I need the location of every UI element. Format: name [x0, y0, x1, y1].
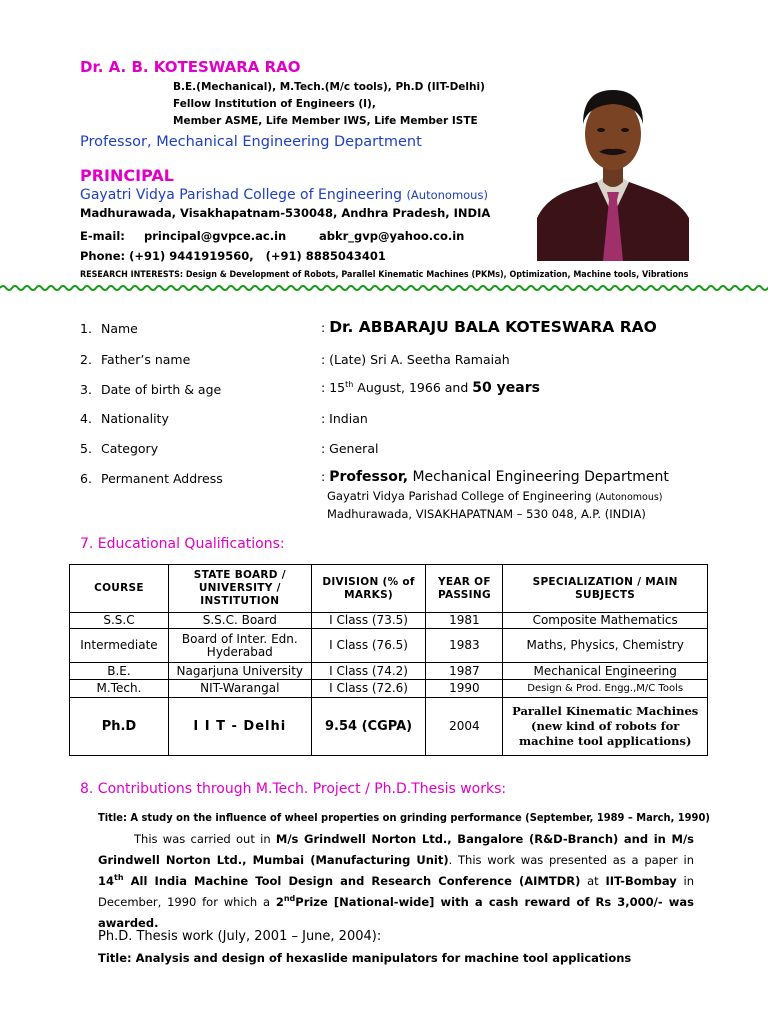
para-sup: th [114, 873, 124, 883]
value-nationality: : Indian [321, 411, 368, 426]
cell-year: 1987 [426, 663, 503, 680]
personal-row-dob [0, 382, 300, 398]
qualification-line-1: B.E.(Mechanical), M.Tech.(M/c tools), Ph.D (IIT-Delhi) [173, 81, 485, 93]
cell-course: S.S.C [70, 613, 169, 629]
profile-photo [537, 68, 689, 261]
personal-row-category [0, 441, 300, 457]
para-text: This was carried out in [134, 832, 276, 846]
value-address-line3: Madhurawada, VISAKHAPATNAM – 530 048, A.P. (INDIA) [327, 507, 646, 521]
cell-spec: Composite Mathematics [503, 613, 708, 629]
row-number: 6. [80, 471, 92, 486]
value-category: : General [321, 441, 379, 456]
cell-year: 1990 [426, 680, 503, 698]
row-number: 5. [80, 441, 92, 456]
qualification-line-3: Member ASME, Life Member IWS, Life Member ISTE [173, 115, 478, 127]
para-company: M/s Grindwell Norton Ltd., Bangalore (R&D-Branch) and in M/s Grindwell Norton Ltd., Mumbai (Manufacturing Unit) [98, 832, 694, 867]
para-text: in December, 1990 for which a [98, 874, 694, 909]
cell-course: B.E. [70, 663, 169, 680]
table-row [70, 629, 708, 663]
cell-spec: Design & Prod. Engg.,M/C Tools [503, 680, 708, 698]
research-interests: RESEARCH INTERESTS: Design & Development of Robots, Parallel Kinematic Machines (PKMs), Optimization, Machine tools, Vibrations [80, 270, 689, 280]
row-label: Father’s name [101, 352, 191, 367]
value-address-line2 [327, 489, 663, 503]
cell-board: NIT-Warangal [168, 680, 311, 698]
age: 50 years [472, 380, 540, 396]
cell-division: I Class (72.6) [311, 680, 426, 698]
header-year: YEAR OF PASSING [426, 565, 503, 613]
phd-title: Title: Analysis and design of hexaslide manipulators for machine tool applications [98, 951, 632, 965]
value-dob: : 15th August, 1966 and 50 years [321, 379, 540, 396]
personal-row-nationality [0, 411, 300, 427]
dob-sup: th [345, 379, 354, 389]
personal-row-name [0, 321, 300, 337]
dob-rest: August, 1966 and [353, 380, 473, 395]
table-row [70, 613, 708, 629]
professor-prefix: Professor, [80, 134, 157, 150]
college-name [80, 187, 488, 203]
para-conference: All India Machine Tool Design and Research Conference (AIMTDR) [123, 874, 581, 888]
education-table [69, 564, 708, 756]
para-sup: nd [283, 894, 296, 904]
row-label: Name [101, 321, 138, 336]
row-number: 4. [80, 411, 92, 426]
phone-line: Phone: (+91) 9441919560, (+91) 8885043401 [80, 249, 386, 263]
personal-row-address [0, 471, 300, 487]
education-title: 7. Educational Qualifications: [80, 536, 285, 552]
header-name: Dr. A. B. KOTESWARA RAO [80, 58, 301, 76]
cell-spec: Mechanical Engineering [503, 663, 708, 680]
row-label: Nationality [101, 411, 169, 426]
addr-college: Gayatri Vidya Parishad College of Engineering [327, 489, 596, 503]
value-name: : Dr. ABBARAJU BALA KOTESWARA RAO [321, 318, 657, 336]
college-text: Gayatri Vidya Parishad College of Engineering [80, 187, 407, 203]
table-row [70, 680, 708, 698]
addr-prefix: Professor, [329, 469, 409, 485]
row-number: 2. [80, 352, 92, 367]
cell-division: 9.54 (CGPA) [311, 698, 426, 756]
table-header-row [70, 565, 708, 613]
para-conf-number: 14 [98, 874, 115, 888]
dob-day: 15 [329, 380, 346, 395]
professor-dept: Mechanical Engineering Department [156, 134, 422, 150]
para-text: at [580, 874, 606, 888]
para-prize-number: 2 [275, 895, 284, 909]
cell-year: 1983 [426, 629, 503, 663]
email-secondary[interactable]: abkr_gvp@yahoo.co.in [319, 229, 465, 243]
cell-course: Intermediate [70, 629, 169, 663]
header-division: DIVISION (% of MARKS) [311, 565, 426, 613]
cell-course: M.Tech. [70, 680, 169, 698]
row-label: Category [101, 441, 159, 456]
college-address: Madhurawada, Visakhapatnam-530048, Andhra Pradesh, INDIA [80, 206, 491, 220]
phd-heading: Ph.D. Thesis work (July, 2001 – June, 2004): [98, 929, 382, 944]
cell-year: 1981 [426, 613, 503, 629]
row-label: Date of birth & age [101, 382, 222, 397]
mtech-title: Title: A study on the influence of wheel properties on grinding performance (September, 1989 – March, 1990) [98, 811, 710, 824]
email-label: E-mail: [80, 229, 125, 243]
para-iit: IIT-Bombay [605, 874, 677, 888]
cell-spec: Parallel Kinematic Machines (new kind of robots for machine tool applications) [503, 698, 708, 756]
row-number: 1. [80, 321, 92, 336]
cell-board: I I T - Delhi [168, 698, 311, 756]
table-row [70, 698, 708, 756]
addr-autonomous: (Autonomous) [595, 492, 663, 503]
cell-board: Nagarjuna University [168, 663, 311, 680]
row-label: Permanent Address [101, 471, 223, 486]
header-course: COURSE [70, 565, 169, 613]
value-father: : (Late) Sri A. Seetha Ramaiah [321, 352, 510, 367]
cell-board: Board of Inter. Edn. Hyderabad [168, 629, 311, 663]
email-primary[interactable]: principal@gvpce.ac.in [144, 229, 287, 243]
cell-division: I Class (73.5) [311, 613, 426, 629]
row-number: 3. [80, 382, 92, 397]
qualification-line-2: Fellow Institution of Engineers (I), [173, 98, 376, 110]
value-address-line1: : Professor, Mechanical Engineering Department [321, 469, 669, 485]
table-row [70, 663, 708, 680]
para-text: . This work was presented as a paper in [448, 853, 694, 867]
personal-row-father [0, 352, 300, 368]
cell-division: I Class (74.2) [311, 663, 426, 680]
college-autonomous: (Autonomous) [406, 188, 488, 202]
cell-spec: Maths, Physics, Chemistry [503, 629, 708, 663]
addr-dept: Mechanical Engineering Department [408, 469, 669, 485]
wavy-divider [0, 282, 768, 294]
cell-year: 2004 [426, 698, 503, 756]
full-name: Dr. ABBARAJU BALA KOTESWARA RAO [329, 318, 657, 336]
contributions-title: 8. Contributions through M.Tech. Project / Ph.D.Thesis works: [80, 781, 507, 797]
para-prize: Prize [National-wide] with a cash reward of Rs 3,000/- was awarded. [98, 895, 695, 930]
cell-course: Ph.D [70, 698, 169, 756]
mtech-paragraph [98, 829, 694, 934]
cell-division: I Class (76.5) [311, 629, 426, 663]
header-board: STATE BOARD / UNIVERSITY / INSTITUTION [168, 565, 311, 613]
header-spec: SPECIALIZATION / MAIN SUBJECTS [503, 565, 708, 613]
professor-line [80, 134, 422, 150]
principal-heading: PRINCIPAL [80, 166, 174, 185]
cell-board: S.S.C. Board [168, 613, 311, 629]
